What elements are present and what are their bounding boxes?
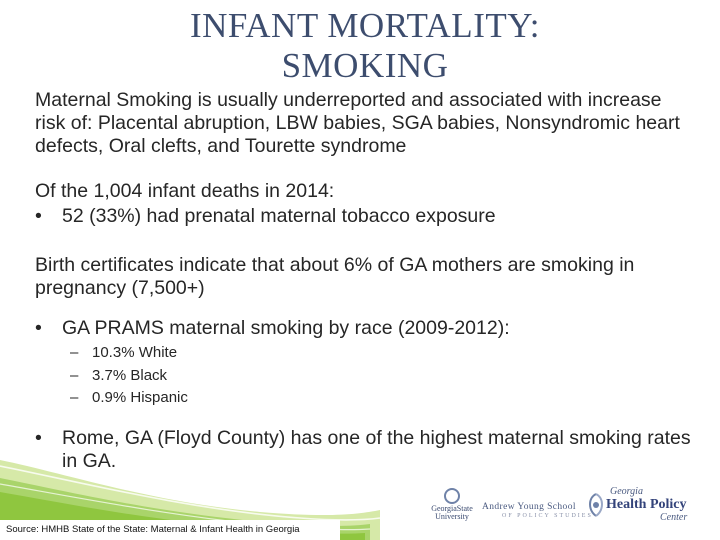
birth-certificates-paragraph: Birth certificates indicate that about 6% of GA mothers are smoking in pregnancy (7,500+) [35,254,635,299]
deaths-paragraph: Of the 1,004 infant deaths in 2014: [35,180,335,202]
ghpc-line-2: Health Policy [606,497,687,512]
bullet-tobacco-exposure [35,205,496,228]
georgia-health-policy-center-logo [584,488,694,524]
bullet-text: Rome, GA (Floyd County) has one of the highest maternal smoking rates in GA. [62,427,691,472]
sub-item-black: 3.7% Black [92,366,168,384]
ghpc-line-3: Center [660,512,688,523]
title-line-2: SMOKING [281,46,449,85]
source-citation: Source: HMHB State of the State: Maternal & Infant Health in Georgia [0,520,340,540]
bullet-marker: • [35,205,42,227]
gsu-logo-text: GeorgiaState University [431,504,473,521]
sub-list-item [70,387,188,410]
bullet-text: GA PRAMS maternal smoking by race (2009-2012): [62,317,510,339]
sub-item-white: 10.3% White [92,344,178,361]
georgia-state-university-logo [428,488,476,522]
ays-name: Andrew Young School [482,502,576,512]
dash-marker: – [70,389,79,406]
sub-list-item [70,365,188,388]
dash-marker: – [70,366,79,384]
bullet-marker: • [35,317,42,339]
gsu-flame-icon [444,488,460,504]
ays-subtitle: OF POLICY STUDIES [502,513,593,519]
title-line-1: INFANT MORTALITY: [189,6,541,45]
ghpc-line-1: Georgia [610,486,643,497]
dash-marker: – [70,344,79,361]
intro-paragraph: Maternal Smoking is usually underreported and associated with increase risk of: Placental abruption, LBW babies, SGA babies, Nonsyndromic heart defects, Oral clefts, and Tourette syndrome [35,89,680,157]
ghpc-swirl-icon [584,492,608,518]
slide-title [100,6,630,86]
bullet-text: 52 (33%) had prenatal maternal tobacco exposure [62,205,496,227]
andrew-young-school-logo [482,502,593,519]
sub-list-item [70,342,188,365]
bullet-prams-by-race [35,317,510,340]
race-sub-list [70,342,188,410]
sub-item-hispanic: 0.9% Hispanic [92,389,188,406]
bullet-marker: • [35,427,42,449]
